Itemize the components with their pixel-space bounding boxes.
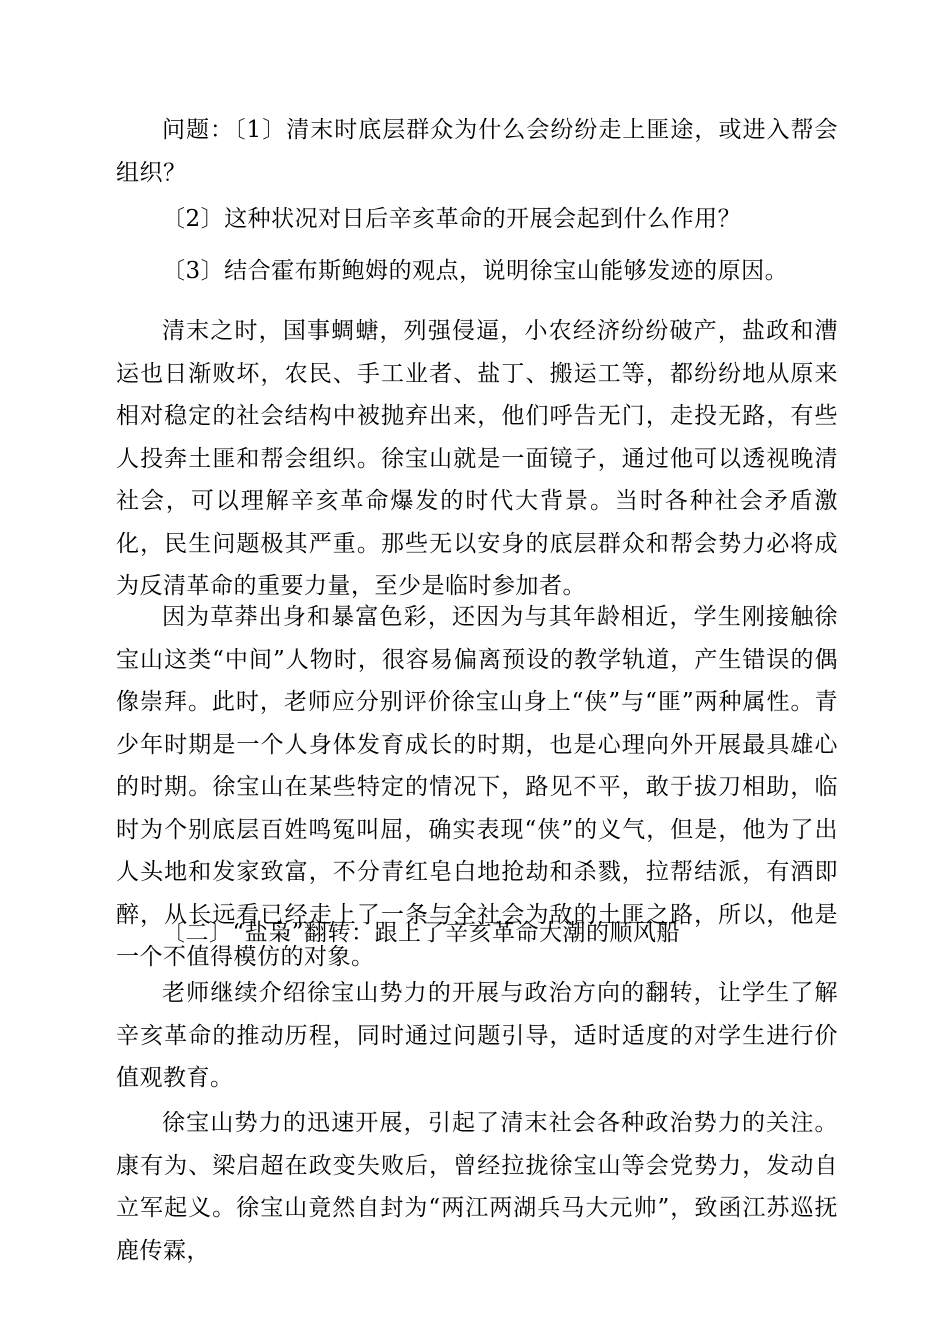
body-paragraph-political: 徐宝山势力的迅速开展，引起了清末社会各种政治势力的关注。康有为、梁启超在政变失败后，曾经拉拢徐宝山等会党势力，发动自立军起义。徐宝山竟然自封为“两江两湖兵马大元帅”，致函江苏巡抚鹿传霖， xyxy=(116,1110,838,1264)
question-paragraph-2: 〔2〕这种状况对日后辛亥革命的开展会起到什么作用？ xyxy=(162,206,742,232)
question-paragraph-1: 问题：〔1〕清末时底层群众为什么会纷纷走上匪途，或进入帮会组织？ xyxy=(116,117,838,186)
body-paragraph-development: 老师继续介绍徐宝山势力的开展与政治方向的翻转，让学生了解辛亥革命的推动历程，同时通过问题引导，适时适度的对学生进行价值观教育。 xyxy=(116,980,838,1091)
body-paragraph-teaching: 因为草莽出身和暴富色彩，还因为与其年龄相近，学生刚接触徐宝山这类“中间”人物时，很容易偏离预设的教学轨道，产生错误的偶像崇拜。此时，老师应分别评价徐宝山身上“侠”与“匪”两种属性。青少年时期是一个人身体发育成长的时期，也是心理向外开展最具雄心的时期。徐宝山在某些特定的情况下，路见不平，敢于拔刀相助，临时为个别底层百姓鸣冤叫屈，确实表现“侠”的义气，但是，他为了出人头地和发家致富，不分青红皂白地抢劫和杀戮，拉帮结派，有酒即醉，从长远看已经走上了一条与全社会为敌的土匪之路，所以，他是一个不值得模仿的对象。 xyxy=(116,604,838,970)
question-paragraph-3: 〔3〕结合霍布斯鲍姆的观点，说明徐宝山能够发迹的原因。 xyxy=(162,258,789,284)
section-heading: 〔二〕“盐枭”翻转：跟上了辛亥革命大潮的顺风船 xyxy=(162,920,681,946)
body-paragraph-late-qing: 清末之时，国事蜩螗，列强侵逼，小农经济纷纷破产，盐政和漕运也日渐败坏，农民、手工业者、盐丁、搬运工等，都纷纷地从原来相对稳定的社会结构中被抛弃出来，他们呼告无门，走投无路，有些人投奔土匪和帮会组织。徐宝山就是一面镜子，通过他可以透视晚清社会，可以理解辛亥革命爆发的时代大背景。当时各种社会矛盾激化，民生问题极其严重。那些无以安身的底层群众和帮会势力必将成为反清革命的重要力量，至少是临时参加者。 xyxy=(116,318,838,599)
